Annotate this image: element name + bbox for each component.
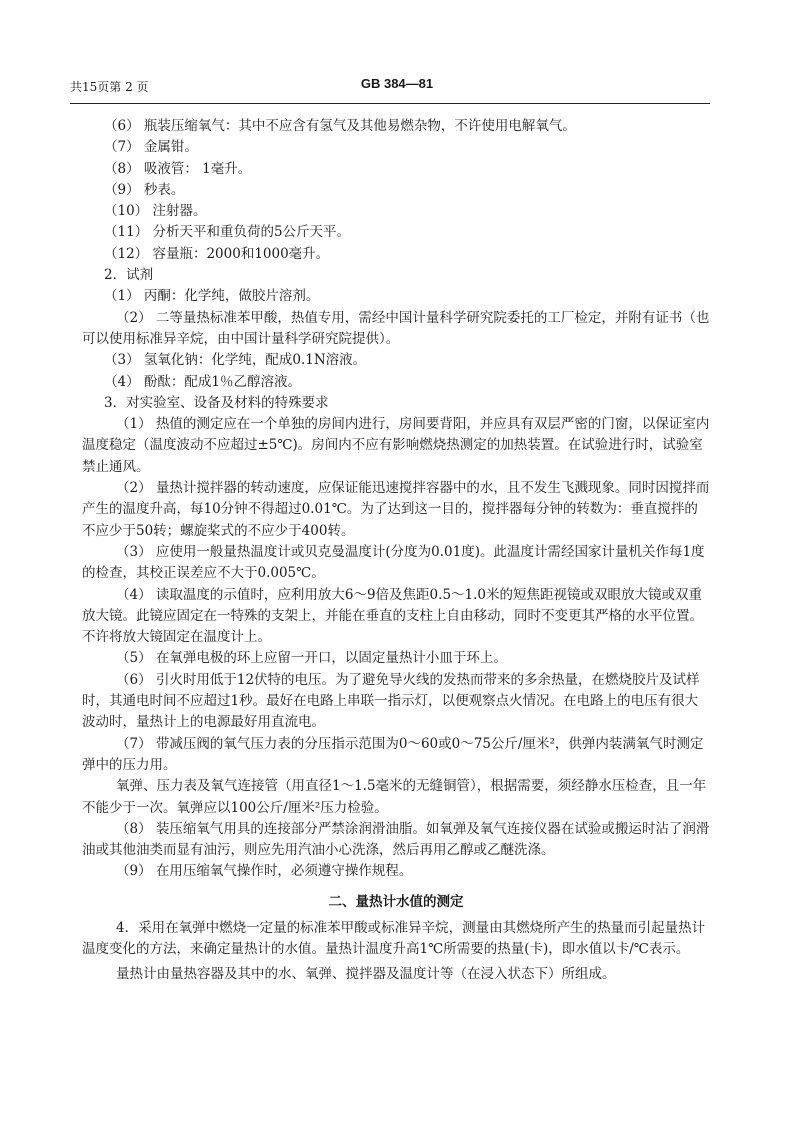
standard-number: GB 384—81 [360, 76, 434, 91]
equipment-item-11: （11） 分析天平和重负荷的5公斤天平。 [104, 224, 351, 241]
requirements-heading: 3．对实验室、设备及材料的特殊要求 [104, 394, 329, 411]
requirement-item-2: （2） 量热计搅拌器的转动速度，应保证能迅速搅拌容器中的水，且不发生飞溅现象。同时因搅拌而产生的温度升高，每10分钟不得超过0.01℃。为了达到这一目的，搅拌器每分钟的转数为：垂直搅拌的不应少于50转；螺旋桨式的不应少于400转。 [82, 480, 710, 539]
oxygen-bomb-paragraph: 氧弹、压力表及氧气连接管（用直径1～1.5毫米的无缝铜管），根据需要，须经静水压检查，且一年不能少于一次。氧弹应以100公斤/厘米²压力检验。 [82, 778, 707, 816]
requirement-item-7: （7） 带减压阀的氧气压力表的分压指示范围为0～60或0～75公斤/厘米²，供弹内装满氧气时测定弹中的压力用。 [82, 735, 704, 773]
equipment-item-12: （12） 容量瓶：2000和1000毫升。 [104, 245, 330, 262]
reagent-item-4: （4） 酚酞：配成1％乙醇溶液。 [104, 373, 301, 390]
equipment-item-9: （9） 秒表。 [104, 181, 185, 198]
paragraph-4: 4．采用在氧弹中燃烧一定量的标准苯甲酸或标准异辛烷，测量由其燃烧所产生的热量而引起量热计温度变化的方法，来确定量热计的水值。量热计温度升高1℃所需要的热量(卡)，即水值以卡/℃表示。 [82, 919, 706, 958]
equipment-item-8: （8） 吸液管： 1毫升。 [104, 160, 252, 177]
section-title: 二、量热计水值的测定 [328, 893, 464, 910]
calorimeter-composition: 量热计由量热容器及其中的水、氧弹、搅拌器及温度计等（在浸入状态下）所组成。 [116, 965, 616, 982]
requirement-item-6: （6） 引火时用低于12伏特的电压。为了避免导火线的发热而带来的多余热量，在燃烧胶片及试样时，其通电时间不应超过1秒。最好在电路上串联一指示灯，以便观察点火情况。在电路上的电压有很大波动时，量热计上的电源最好用直流电。 [82, 671, 700, 731]
document-body [82, 116, 710, 985]
reagent-item-2: （2） 二等量热标准苯甲酸，热值专用，需经中国计量科学研究院委托的工厂检定，并附有证书（也可以使用标准异辛烷，由中国计量科学研究院提供）。 [82, 309, 710, 347]
reagents-heading: 2．试剂 [104, 267, 154, 284]
reagent-item-1: （1） 丙酮：化学纯，做胶片溶剂。 [104, 288, 320, 305]
equipment-item-10: （10） 注射器。 [104, 203, 207, 220]
reagent-item-3: （3） 氢氧化钠：化学纯，配成0.1N溶液。 [104, 352, 367, 369]
equipment-item-6: （6） 瓶装压缩氧气：其中不应含有氢气及其他易燃杂物，不许使用电解氧气。 [104, 118, 576, 134]
requirement-item-9: （9） 在用压缩氧气操作时，必须遵守操作规程。 [116, 863, 413, 880]
requirement-item-3: （3） 应使用一般量热温度计或贝克曼温度计(分度为0.01度)。此温度计需经国家计量机关作每1度的检查，其校正误差应不大于0.005℃。 [82, 543, 705, 582]
header-rule [70, 103, 710, 104]
requirement-item-1: （1） 热值的测定应在一个单独的房间内进行，房间要背阳，并应具有双层严密的门窗，以保证室内温度稳定（温度波动不应超过±5℃)。房间内不应有影响燃烧热测定的加热装置。在试验进行时，试验室禁止通风。 [82, 416, 710, 475]
requirement-item-4: （4） 读取温度的示值时，应利用放大6～9倍及焦距0.5～1.0米的短焦距视镜或双眼放大镜或双重放大镜。此镜应固定在一特殊的支架上，并能在垂直的支柱上自由移动，同时不变更其严格的水平位置。不许将放大镜固定在温度计上。 [82, 586, 703, 646]
equipment-item-7: （7） 金属钳。 [104, 139, 198, 156]
requirement-item-5: （5） 在氧弹电极的环上应留一开口，以固定量热计小皿于环上。 [116, 650, 507, 667]
requirement-item-8: （8） 装压缩氧气用具的连接部分严禁涂润滑油脂。如氧弹及氧气连接仪器在试验或搬运时沾了润滑油或其他油类而显有油污，则应先用汽油小心洗涤，然后再用乙醇或乙醚洗涤。 [82, 820, 710, 859]
page-count: 共15页第 2 页 [70, 80, 149, 94]
